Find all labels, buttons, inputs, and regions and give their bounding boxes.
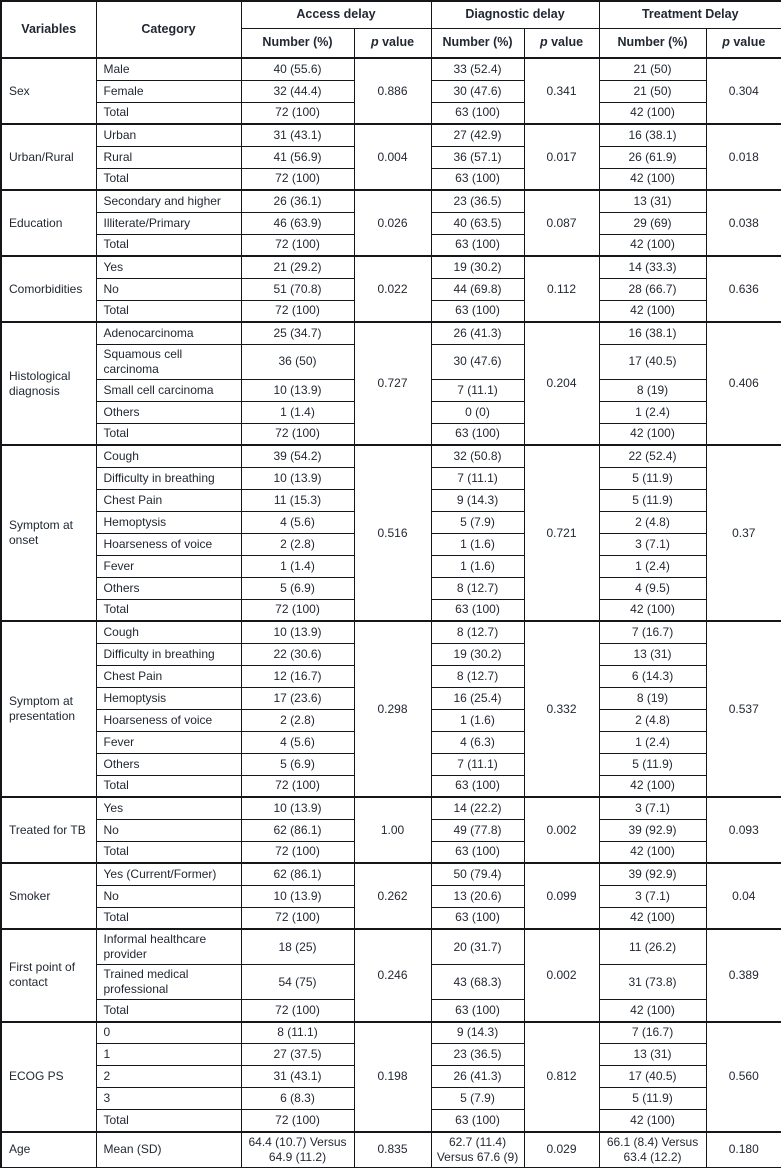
number-cell: 7 (11.1) (431, 467, 524, 489)
p-value-cell: 0.341 (524, 58, 599, 124)
number-cell: 7 (11.1) (431, 753, 524, 775)
number-cell: 72 (100) (241, 423, 354, 445)
category-cell: Others (96, 753, 241, 775)
number-cell: 4 (5.6) (241, 731, 354, 753)
category-cell: Chest Pain (96, 489, 241, 511)
p-value-cell: 0.198 (354, 1022, 431, 1132)
number-cell: 42 (100) (599, 1110, 706, 1132)
table-row (1, 1022, 781, 1044)
number-cell: 50 (79.4) (431, 863, 524, 885)
number-cell: 72 (100) (241, 599, 354, 621)
number-cell: 39 (92.9) (599, 819, 706, 841)
number-cell: 27 (37.5) (241, 1044, 354, 1066)
number-cell: 17 (40.5) (599, 344, 706, 379)
number-cell: 42 (100) (599, 1000, 706, 1022)
number-cell: 63 (100) (431, 300, 524, 322)
number-cell: 62 (86.1) (241, 819, 354, 841)
number-cell: 49 (77.8) (431, 819, 524, 841)
number-cell: 46 (63.9) (241, 212, 354, 234)
variable-cell: Comorbidities (1, 256, 96, 322)
p-value-cell: 0.04 (706, 863, 781, 929)
header-diagnostic-delay: Diagnostic delay (431, 1, 599, 28)
number-cell: 9 (14.3) (431, 489, 524, 511)
number-cell: 19 (30.2) (431, 643, 524, 665)
number-cell: 8 (19) (599, 687, 706, 709)
p-value-cell: 0.022 (354, 256, 431, 322)
number-cell: 63 (100) (431, 1110, 524, 1132)
number-cell: 21 (50) (599, 80, 706, 102)
category-cell: 2 (96, 1066, 241, 1088)
number-cell: 6 (8.3) (241, 1088, 354, 1110)
number-cell: 54 (75) (241, 965, 354, 1000)
table-row (1, 124, 781, 146)
number-cell: 6 (14.3) (599, 665, 706, 687)
number-cell: 10 (13.9) (241, 379, 354, 401)
number-cell: 27 (42.9) (431, 124, 524, 146)
p-value-cell: 0.636 (706, 256, 781, 322)
variable-cell: Education (1, 190, 96, 256)
number-cell: 8 (12.7) (431, 577, 524, 599)
number-cell: 4 (6.3) (431, 731, 524, 753)
category-cell: Rural (96, 146, 241, 168)
number-cell: 63 (100) (431, 775, 524, 797)
p-italic: p (539, 34, 548, 49)
number-cell: 2 (4.8) (599, 709, 706, 731)
category-cell: Urban (96, 124, 241, 146)
number-cell: 13 (31) (599, 190, 706, 212)
category-cell: Total (96, 775, 241, 797)
number-cell: 42 (100) (599, 775, 706, 797)
number-cell: 2 (4.8) (599, 511, 706, 533)
number-cell: 64.4 (10.7) Versus 64.9 (11.2) (241, 1132, 354, 1168)
number-cell: 5 (6.9) (241, 753, 354, 775)
number-cell: 40 (63.5) (431, 212, 524, 234)
p-rest: value (547, 34, 584, 49)
number-cell: 10 (13.9) (241, 797, 354, 819)
number-cell: 4 (9.5) (599, 577, 706, 599)
category-cell: Fever (96, 555, 241, 577)
variable-cell: Urban/Rural (1, 124, 96, 190)
number-cell: 21 (29.2) (241, 256, 354, 278)
category-cell: Total (96, 168, 241, 190)
number-cell: 0 (0) (431, 401, 524, 423)
variable-cell: ECOG PS (1, 1022, 96, 1132)
category-cell: Hemoptysis (96, 687, 241, 709)
category-cell: Total (96, 423, 241, 445)
number-cell: 63 (100) (431, 841, 524, 863)
number-cell: 23 (36.5) (431, 1044, 524, 1066)
number-cell: 7 (16.7) (599, 621, 706, 643)
number-cell: 63 (100) (431, 907, 524, 929)
number-cell: 1 (2.4) (599, 555, 706, 577)
number-cell: 31 (43.1) (241, 1066, 354, 1088)
p-value-cell: 0.026 (354, 190, 431, 256)
category-cell: Informal healthcare provider (96, 929, 241, 965)
category-cell: Total (96, 841, 241, 863)
number-cell: 72 (100) (241, 775, 354, 797)
number-cell: 11 (26.2) (599, 929, 706, 965)
number-cell: 16 (38.1) (599, 322, 706, 344)
number-cell: 14 (33.3) (599, 256, 706, 278)
number-cell: 26 (41.3) (431, 322, 524, 344)
p-value-cell: 0.332 (524, 621, 599, 797)
category-cell: No (96, 278, 241, 300)
category-cell: Trained medical professional (96, 965, 241, 1000)
number-cell: 36 (57.1) (431, 146, 524, 168)
number-cell: 16 (38.1) (599, 124, 706, 146)
p-value-cell: 0.537 (706, 621, 781, 797)
category-cell: Male (96, 58, 241, 80)
category-cell: Adenocarcinoma (96, 322, 241, 344)
p-value-cell: 0.246 (354, 929, 431, 1022)
number-cell: 2 (2.8) (241, 533, 354, 555)
p-value-cell: 0.180 (706, 1132, 781, 1168)
number-cell: 72 (100) (241, 1000, 354, 1022)
p-italic: p (722, 34, 730, 49)
number-cell: 8 (12.7) (431, 665, 524, 687)
number-cell: 7 (11.1) (431, 379, 524, 401)
number-cell: 63 (100) (431, 423, 524, 445)
p-value-cell: 0.516 (354, 445, 431, 621)
table-row (1, 256, 781, 278)
category-cell: Others (96, 577, 241, 599)
number-cell: 20 (31.7) (431, 929, 524, 965)
p-value-cell: 0.017 (524, 124, 599, 190)
category-cell: Fever (96, 731, 241, 753)
number-cell: 66.1 (8.4) Versus 63.4 (12.2) (599, 1132, 706, 1168)
number-cell: 40 (55.6) (241, 58, 354, 80)
number-cell: 30 (47.6) (431, 80, 524, 102)
number-cell: 1 (1.4) (241, 401, 354, 423)
table-row (1, 1132, 781, 1168)
number-cell: 1 (2.4) (599, 401, 706, 423)
variable-cell: Histological diagnosis (1, 322, 96, 445)
number-cell: 9 (14.3) (431, 1022, 524, 1044)
table-body (1, 58, 781, 1168)
number-cell: 72 (100) (241, 168, 354, 190)
p-value-cell: 0.087 (524, 190, 599, 256)
p-value-cell: 0.093 (706, 797, 781, 863)
p-value-cell: 0.002 (524, 797, 599, 863)
number-cell: 16 (25.4) (431, 687, 524, 709)
category-cell: Cough (96, 621, 241, 643)
number-cell: 42 (100) (599, 102, 706, 124)
number-cell: 13 (31) (599, 1044, 706, 1066)
number-cell: 8 (19) (599, 379, 706, 401)
category-cell: Illiterate/Primary (96, 212, 241, 234)
number-cell: 5 (11.9) (599, 753, 706, 775)
table-row (1, 322, 781, 344)
p-value-cell: 0.099 (524, 863, 599, 929)
table-row (1, 621, 781, 643)
number-cell: 25 (34.7) (241, 322, 354, 344)
category-cell: Hoarseness of voice (96, 533, 241, 555)
p-value-cell: 0.038 (706, 190, 781, 256)
header-p-value (354, 28, 431, 58)
number-cell: 28 (66.7) (599, 278, 706, 300)
category-cell: Total (96, 1000, 241, 1022)
number-cell: 14 (22.2) (431, 797, 524, 819)
table-row (1, 58, 781, 80)
number-cell: 39 (54.2) (241, 445, 354, 467)
number-cell: 63 (100) (431, 599, 524, 621)
number-cell: 13 (20.6) (431, 885, 524, 907)
number-cell: 31 (43.1) (241, 124, 354, 146)
p-rest: value (729, 34, 766, 49)
number-cell: 62.7 (11.4) Versus 67.6 (9) (431, 1132, 524, 1168)
number-cell: 63 (100) (431, 234, 524, 256)
category-cell: Mean (SD) (96, 1132, 241, 1168)
number-cell: 41 (56.9) (241, 146, 354, 168)
header-treatment-delay: Treatment Delay (599, 1, 781, 28)
number-cell: 36 (50) (241, 344, 354, 379)
p-value-cell: 0.727 (354, 322, 431, 445)
table-row (1, 929, 781, 965)
number-cell: 21 (50) (599, 58, 706, 80)
number-cell: 1 (1.6) (431, 533, 524, 555)
category-cell: Yes (96, 256, 241, 278)
variable-cell: Treated for TB (1, 797, 96, 863)
header-access-delay: Access delay (241, 1, 431, 28)
category-cell: Chest Pain (96, 665, 241, 687)
number-cell: 1 (2.4) (599, 731, 706, 753)
variable-cell: Symptom at onset (1, 445, 96, 621)
table-header (1, 1, 781, 58)
number-cell: 3 (7.1) (599, 797, 706, 819)
number-cell: 72 (100) (241, 907, 354, 929)
p-value-cell: 0.560 (706, 1022, 781, 1132)
category-cell: Total (96, 300, 241, 322)
p-value-cell: 0.721 (524, 445, 599, 621)
number-cell: 32 (44.4) (241, 80, 354, 102)
number-cell: 44 (69.8) (431, 278, 524, 300)
variable-cell: Symptom at presentation (1, 621, 96, 797)
category-cell: 1 (96, 1044, 241, 1066)
number-cell: 26 (61.9) (599, 146, 706, 168)
table-row (1, 190, 781, 212)
number-cell: 42 (100) (599, 423, 706, 445)
p-value-cell: 0.298 (354, 621, 431, 797)
number-cell: 23 (36.5) (431, 190, 524, 212)
number-cell: 72 (100) (241, 1110, 354, 1132)
category-cell: Cough (96, 445, 241, 467)
number-cell: 42 (100) (599, 300, 706, 322)
number-cell: 72 (100) (241, 234, 354, 256)
category-cell: Total (96, 102, 241, 124)
number-cell: 51 (70.8) (241, 278, 354, 300)
number-cell: 10 (13.9) (241, 621, 354, 643)
number-cell: 63 (100) (431, 1000, 524, 1022)
number-cell: 8 (12.7) (431, 621, 524, 643)
variable-cell: First point of contact (1, 929, 96, 1022)
category-cell: Others (96, 401, 241, 423)
category-cell: 3 (96, 1088, 241, 1110)
category-cell: No (96, 885, 241, 907)
p-value-cell: 0.004 (354, 124, 431, 190)
p-rest: value (378, 34, 415, 49)
number-cell: 22 (52.4) (599, 445, 706, 467)
number-cell: 29 (69) (599, 212, 706, 234)
category-cell: Female (96, 80, 241, 102)
variable-cell: Sex (1, 58, 96, 124)
category-cell: Total (96, 1110, 241, 1132)
category-cell: Hoarseness of voice (96, 709, 241, 731)
number-cell: 17 (40.5) (599, 1066, 706, 1088)
number-cell: 42 (100) (599, 599, 706, 621)
number-cell: 43 (68.3) (431, 965, 524, 1000)
p-value-cell: 0.812 (524, 1022, 599, 1132)
p-value-cell: 0.835 (354, 1132, 431, 1168)
number-cell: 19 (30.2) (431, 256, 524, 278)
category-cell: 0 (96, 1022, 241, 1044)
category-cell: Total (96, 907, 241, 929)
number-cell: 31 (73.8) (599, 965, 706, 1000)
number-cell: 5 (11.9) (599, 467, 706, 489)
table-row (1, 445, 781, 467)
number-cell: 42 (100) (599, 841, 706, 863)
category-cell: Yes (96, 797, 241, 819)
p-value-cell: 0.112 (524, 256, 599, 322)
category-cell: Total (96, 234, 241, 256)
category-cell: Squamous cell carcinoma (96, 344, 241, 379)
number-cell: 30 (47.6) (431, 344, 524, 379)
category-cell: Difficulty in breathing (96, 467, 241, 489)
number-cell: 10 (13.9) (241, 467, 354, 489)
number-cell: 42 (100) (599, 168, 706, 190)
p-value-cell: 0.406 (706, 322, 781, 445)
number-cell: 63 (100) (431, 102, 524, 124)
number-cell: 32 (50.8) (431, 445, 524, 467)
number-cell: 42 (100) (599, 907, 706, 929)
category-cell: Difficulty in breathing (96, 643, 241, 665)
p-value-cell: 0.886 (354, 58, 431, 124)
number-cell: 26 (41.3) (431, 1066, 524, 1088)
header-number-percent: Number (%) (241, 28, 354, 58)
p-value-cell: 0.002 (524, 929, 599, 1022)
number-cell: 3 (7.1) (599, 885, 706, 907)
number-cell: 1 (1.6) (431, 709, 524, 731)
variable-cell: Smoker (1, 863, 96, 929)
category-cell: No (96, 819, 241, 841)
number-cell: 13 (31) (599, 643, 706, 665)
p-value-cell: 0.018 (706, 124, 781, 190)
p-value-cell: 1.00 (354, 797, 431, 863)
number-cell: 7 (16.7) (599, 1022, 706, 1044)
header-row-groups (1, 1, 781, 28)
category-cell: Total (96, 599, 241, 621)
number-cell: 72 (100) (241, 841, 354, 863)
number-cell: 22 (30.6) (241, 643, 354, 665)
p-value-cell: 0.204 (524, 322, 599, 445)
number-cell: 5 (6.9) (241, 577, 354, 599)
number-cell: 5 (11.9) (599, 1088, 706, 1110)
number-cell: 8 (11.1) (241, 1022, 354, 1044)
number-cell: 72 (100) (241, 300, 354, 322)
number-cell: 42 (100) (599, 234, 706, 256)
variable-cell: Age (1, 1132, 96, 1168)
number-cell: 12 (16.7) (241, 665, 354, 687)
header-number-percent: Number (%) (599, 28, 706, 58)
category-cell: Secondary and higher (96, 190, 241, 212)
table-row (1, 797, 781, 819)
header-number-percent: Number (%) (431, 28, 524, 58)
number-cell: 11 (15.3) (241, 489, 354, 511)
number-cell: 18 (25) (241, 929, 354, 965)
number-cell: 1 (1.6) (431, 555, 524, 577)
p-value-cell: 0.304 (706, 58, 781, 124)
header-variables: Variables (1, 1, 96, 58)
number-cell: 33 (52.4) (431, 58, 524, 80)
number-cell: 10 (13.9) (241, 885, 354, 907)
p-value-cell: 0.029 (524, 1132, 599, 1168)
number-cell: 62 (86.1) (241, 863, 354, 885)
category-cell: Yes (Current/Former) (96, 863, 241, 885)
category-cell: Small cell carcinoma (96, 379, 241, 401)
p-value-cell: 0.389 (706, 929, 781, 1022)
number-cell: 1 (1.4) (241, 555, 354, 577)
number-cell: 5 (7.9) (431, 511, 524, 533)
number-cell: 5 (7.9) (431, 1088, 524, 1110)
p-italic: p (370, 34, 379, 49)
number-cell: 26 (36.1) (241, 190, 354, 212)
p-value-cell: 0.262 (354, 863, 431, 929)
number-cell: 63 (100) (431, 168, 524, 190)
number-cell: 4 (5.6) (241, 511, 354, 533)
header-p-value (706, 28, 781, 58)
header-category: Category (96, 1, 241, 58)
number-cell: 3 (7.1) (599, 533, 706, 555)
category-cell: Hemoptysis (96, 511, 241, 533)
number-cell: 2 (2.8) (241, 709, 354, 731)
number-cell: 17 (23.6) (241, 687, 354, 709)
table-row (1, 863, 781, 885)
p-value-cell: 0.37 (706, 445, 781, 621)
number-cell: 39 (92.9) (599, 863, 706, 885)
header-p-value (524, 28, 599, 58)
number-cell: 5 (11.9) (599, 489, 706, 511)
number-cell: 72 (100) (241, 102, 354, 124)
